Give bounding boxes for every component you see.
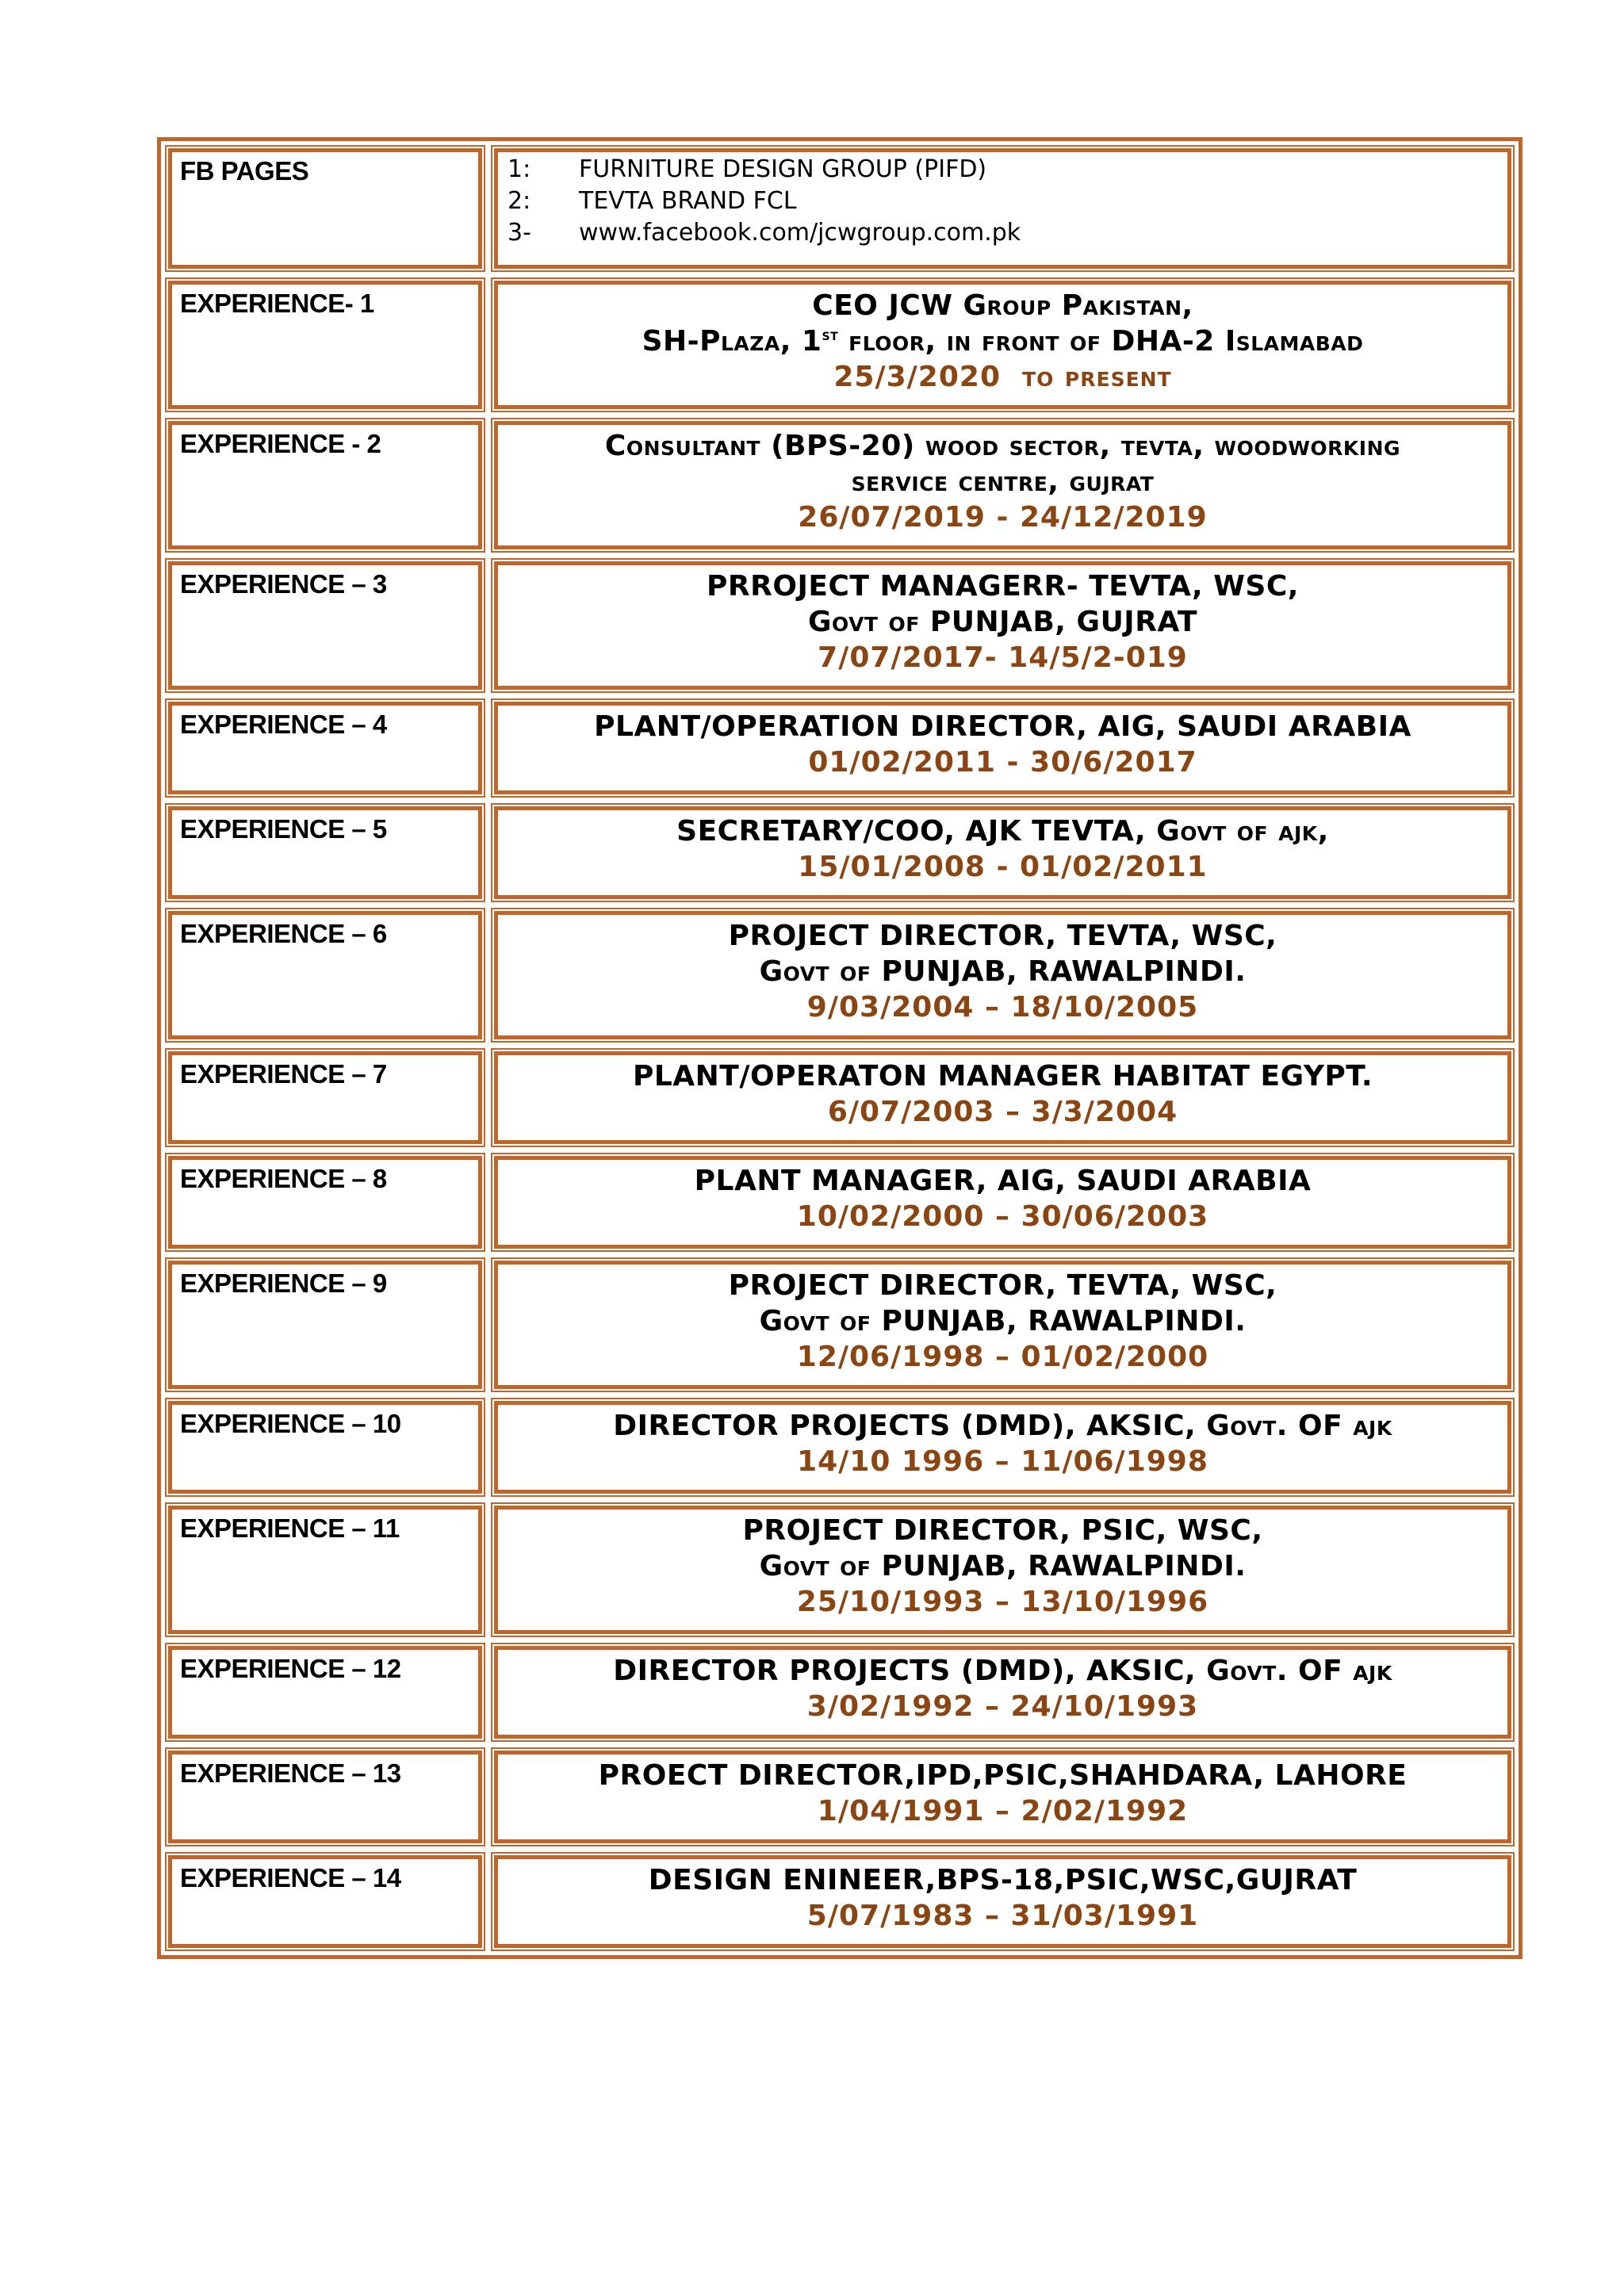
row-label-cell bbox=[168, 561, 482, 690]
fb-pages-list bbox=[494, 148, 1511, 269]
list-item-text: TEVTA BRAND FCL bbox=[579, 187, 797, 215]
role-line: PLANT/OPERATON MANAGER HABITAT EGYPT. bbox=[632, 1060, 1373, 1093]
row-content-cell bbox=[494, 281, 1511, 409]
row-content-cell bbox=[494, 911, 1511, 1039]
role-line: PRROJECT MANAGERR- TEVTA, WSC, bbox=[707, 570, 1299, 603]
table-row bbox=[165, 803, 1515, 902]
list-item bbox=[508, 217, 1498, 249]
date-range: 12/06/1998 – 01/02/2000 bbox=[796, 1341, 1209, 1373]
list-item-text: FURNITURE DESIGN GROUP (PIFD) bbox=[579, 155, 987, 183]
role-line: Govt of PUNJAB, RAWALPINDI. bbox=[759, 955, 1247, 988]
row-label: EXPERIENCE – 6 bbox=[180, 919, 387, 948]
row-content-cell bbox=[494, 1646, 1511, 1739]
row-content-cell bbox=[494, 421, 1511, 549]
date-range: 14/10 1996 – 11/06/1998 bbox=[797, 1445, 1208, 1478]
role-line: CEO JCW Group Pakistan, bbox=[812, 289, 1193, 322]
row-label-cell bbox=[168, 1751, 482, 1843]
role-line: Govt of PUNJAB, RAWALPINDI. bbox=[759, 1550, 1247, 1582]
date-suffix: to present bbox=[1022, 361, 1172, 393]
table-row bbox=[165, 1643, 1515, 1742]
row-label: EXPERIENCE – 10 bbox=[180, 1409, 401, 1438]
role-line: PLANT/OPERATION DIRECTOR, AIG, SAUDI ARABIA bbox=[594, 710, 1411, 743]
row-label: EXPERIENCE – 7 bbox=[180, 1059, 387, 1089]
table-row bbox=[165, 1048, 1515, 1147]
row-label-cell bbox=[168, 911, 482, 1039]
row-label-cell bbox=[168, 1156, 482, 1249]
role-line: DESIGN ENINEER,BPS-18,PSIC,WSC,GUJRAT bbox=[648, 1864, 1358, 1896]
date-range: 10/02/2000 – 30/06/2003 bbox=[796, 1200, 1209, 1233]
row-label-cell bbox=[168, 702, 482, 794]
row-content-cell bbox=[494, 1156, 1511, 1249]
row-content-cell bbox=[494, 561, 1511, 690]
date-range: 25/10/1993 – 13/10/1996 bbox=[796, 1586, 1209, 1618]
role-line: PROJECT DIRECTOR, TEVTA, WSC, bbox=[728, 1269, 1277, 1302]
row-content-cell bbox=[494, 1506, 1511, 1634]
table-row bbox=[165, 1153, 1515, 1252]
row-label: EXPERIENCE – 3 bbox=[180, 569, 387, 599]
row-label: EXPERIENCE - 2 bbox=[180, 429, 381, 458]
row-label: EXPERIENCE – 13 bbox=[180, 1758, 401, 1788]
role-line: Govt of PUNJAB, GUJRAT bbox=[807, 606, 1198, 638]
table-row bbox=[165, 418, 1515, 553]
date-start: 25/3/2020 bbox=[833, 361, 1001, 393]
row-content-cell bbox=[494, 1855, 1511, 1948]
list-item-number: 2: bbox=[508, 187, 531, 215]
row-label: EXPERIENCE – 11 bbox=[180, 1513, 400, 1543]
table-row bbox=[165, 1398, 1515, 1497]
row-label-cell bbox=[168, 1261, 482, 1389]
table-row bbox=[165, 558, 1515, 693]
row-label: EXPERIENCE – 4 bbox=[180, 710, 387, 739]
table-row bbox=[165, 1747, 1515, 1846]
list-item bbox=[508, 154, 1498, 186]
role-line: PLANT MANAGER, AIG, SAUDI ARABIA bbox=[694, 1165, 1312, 1197]
date-range: 3/02/1992 – 24/10/1993 bbox=[806, 1690, 1199, 1723]
date-range: 5/07/1983 – 31/03/1991 bbox=[806, 1900, 1199, 1932]
table-row bbox=[165, 908, 1515, 1043]
table-row bbox=[165, 1852, 1515, 1951]
row-content-cell bbox=[494, 1051, 1511, 1144]
row-label-cell bbox=[168, 806, 482, 899]
row-label-cell bbox=[168, 1401, 482, 1494]
role-line-part: floor, in front of DHA-2 Islamabad bbox=[838, 325, 1364, 358]
role-line: service centre, gujrat bbox=[851, 465, 1155, 498]
date-range: 9/03/2004 – 18/10/2005 bbox=[806, 991, 1199, 1024]
row-label: EXPERIENCE – 9 bbox=[180, 1269, 387, 1298]
date-range: 7/07/2017- 14/5/2-019 bbox=[818, 641, 1188, 674]
row-label-cell bbox=[168, 148, 482, 269]
table-row bbox=[165, 1257, 1515, 1392]
row-label: EXPERIENCE – 12 bbox=[180, 1654, 401, 1683]
role-line: PROECT DIRECTOR,IPD,PSIC,SHAHDARA, LAHORE bbox=[598, 1759, 1408, 1792]
list-item-link[interactable]: www.facebook.com/jcwgroup.com.pk bbox=[579, 219, 1021, 247]
row-content-cell bbox=[494, 702, 1511, 794]
row-content-cell bbox=[494, 1261, 1511, 1389]
role-line: PROJECT DIRECTOR, TEVTA, WSC, bbox=[728, 920, 1277, 952]
list-item bbox=[508, 186, 1498, 217]
table-row-fb-pages bbox=[165, 145, 1515, 272]
row-label: EXPERIENCE – 8 bbox=[180, 1164, 387, 1193]
row-label-cell bbox=[168, 421, 482, 549]
row-content-cell bbox=[494, 1751, 1511, 1843]
date-range bbox=[508, 359, 1498, 395]
role-line: Consultant (BPS-20) wood sector, tevta, woodworking bbox=[604, 430, 1401, 462]
role-line: DIRECTOR PROJECTS (DMD), AKSIC, Govt. OF ajk bbox=[613, 1655, 1392, 1687]
row-label-cell bbox=[168, 1051, 482, 1144]
table-row bbox=[165, 277, 1515, 412]
date-range: 15/01/2008 - 01/02/2011 bbox=[798, 851, 1208, 883]
role-line: DIRECTOR PROJECTS (DMD), AKSIC, Govt. OF ajk bbox=[613, 1410, 1392, 1442]
row-label-cell bbox=[168, 1506, 482, 1634]
row-label: EXPERIENCE – 5 bbox=[180, 814, 387, 844]
role-line: SECRETARY/COO, AJK TEVTA, Govt of ajk, bbox=[676, 815, 1329, 848]
row-content-cell bbox=[494, 806, 1511, 899]
date-range: 1/04/1991 – 2/02/1992 bbox=[817, 1795, 1189, 1827]
date-range: 6/07/2003 – 3/3/2004 bbox=[827, 1096, 1178, 1128]
row-label-cell bbox=[168, 1646, 482, 1739]
row-label-cell bbox=[168, 1855, 482, 1948]
table-row bbox=[165, 1502, 1515, 1637]
table-row bbox=[165, 698, 1515, 798]
date-range: 26/07/2019 - 24/12/2019 bbox=[798, 501, 1208, 534]
list-item-number: 3- bbox=[508, 219, 531, 247]
role-line: PROJECT DIRECTOR, PSIC, WSC, bbox=[742, 1514, 1263, 1547]
role-line-part: SH-Plaza, 1 bbox=[642, 325, 822, 358]
list-item-number: 1: bbox=[508, 155, 531, 183]
row-label: FB PAGES bbox=[180, 156, 309, 186]
row-label: EXPERIENCE – 14 bbox=[180, 1863, 401, 1892]
date-range: 01/02/2011 - 30/6/2017 bbox=[808, 746, 1197, 779]
row-label: EXPERIENCE- 1 bbox=[180, 289, 374, 318]
row-label-cell bbox=[168, 281, 482, 409]
role-line: Govt of PUNJAB, RAWALPINDI. bbox=[759, 1305, 1247, 1337]
experience-table bbox=[157, 137, 1522, 1959]
role-line bbox=[508, 323, 1498, 359]
row-content-cell bbox=[494, 1401, 1511, 1494]
ordinal-suffix: st bbox=[822, 325, 839, 344]
